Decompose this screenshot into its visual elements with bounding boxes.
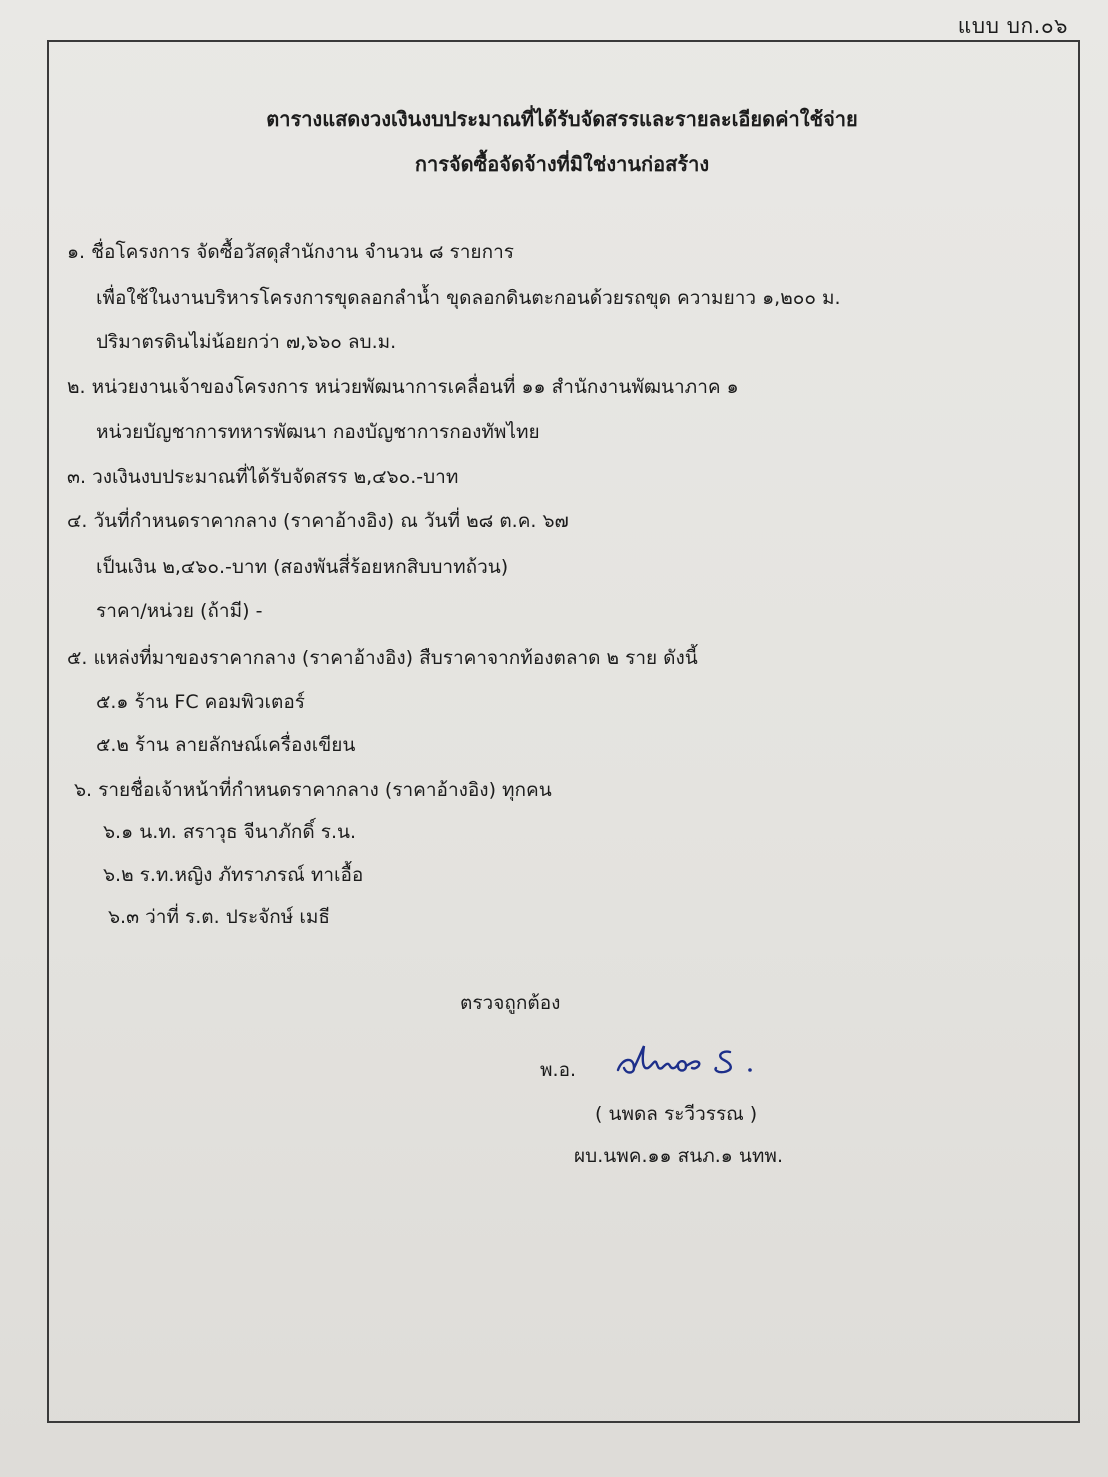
item-5-2-shop: ๕.๒ ร้าน ลายลักษณ์เครื่องเขียน: [96, 734, 356, 756]
item-3-budget: ๓. วงเงินงบประมาณที่ได้รับจัดสรร ๒,๔๖๐.-บาท: [67, 466, 459, 488]
item-4-date: ๔. วันที่กำหนดราคากลาง (ราคาอ้างอิง) ณ วันที่ ๒๘ ต.ค. ๖๗: [67, 510, 569, 532]
signer-name: ( นพดล ระวีวรรณ ): [595, 1103, 758, 1125]
signer-position: ผบ.นพค.๑๑ สนภ.๑ นทพ.: [574, 1145, 783, 1167]
item-2-agency: ๒. หน่วยงานเจ้าของโครงการ หน่วยพัฒนาการเคลื่อนที่ ๑๑ สำนักงานพัฒนาภาค ๑: [67, 376, 739, 398]
item-4-unit-price: ราคา/หน่วย (ถ้ามี) -: [96, 600, 263, 622]
signature-stroke: [612, 1040, 772, 1084]
item-4-amount: เป็นเงิน ๒,๔๖๐.-บาท (สองพันสี่ร้อยหกสิบบาทถ้วน): [96, 556, 509, 578]
item-6-3-officer: ๖.๓ ว่าที่ ร.ต. ประจักษ์ เมธี: [108, 906, 330, 928]
verified-label: ตรวจถูกต้อง: [460, 992, 561, 1014]
item-5-1-shop: ๕.๑ ร้าน FC คอมพิวเตอร์: [96, 691, 305, 713]
document-title-line1: ตารางแสดงวงเงินงบประมาณที่ได้รับจัดสรรและรายละเอียดค่าใช้จ่าย: [266, 107, 858, 131]
item-1-purpose: เพื่อใช้ในงานบริหารโครงการขุดลอกลำน้ำ ขุดลอกดินตะกอนด้วยรถขุด ความยาว ๑,๒๐๐ ม.: [96, 287, 841, 309]
signer-rank: พ.อ.: [540, 1059, 577, 1081]
item-1-project-name: ๑. ชื่อโครงการ จัดซื้อวัสดุสำนักงาน จำนวน ๘ รายการ: [67, 241, 514, 263]
item-1-volume: ปริมาตรดินไม่น้อยกว่า ๗,๖๖๐ ลบ.ม.: [96, 331, 397, 353]
item-6-2-officer: ๖.๒ ร.ท.หญิง ภัทราภรณ์ ทาเอื้อ: [103, 864, 364, 886]
form-code: แบบ บก.๐๖: [957, 14, 1068, 38]
item-2-agency-parent: หน่วยบัญชาการทหารพัฒนา กองบัญชาการกองทัพไทย: [96, 421, 540, 443]
item-6-officers: ๖. รายชื่อเจ้าหน้าที่กำหนดราคากลาง (ราคาอ้างอิง) ทุกคน: [74, 779, 552, 801]
item-5-source: ๕. แหล่งที่มาของราคากลาง (ราคาอ้างอิง) สืบราคาจากท้องตลาด ๒ ราย ดังนี้: [67, 647, 698, 669]
handwritten-signature: [612, 1040, 772, 1091]
document-title-line2: การจัดซื้อจัดจ้างที่มิใช่งานก่อสร้าง: [414, 152, 710, 176]
item-6-1-officer: ๖.๑ น.ท. สราวุธ จีนาภักดิ์ ร.น.: [103, 821, 357, 843]
